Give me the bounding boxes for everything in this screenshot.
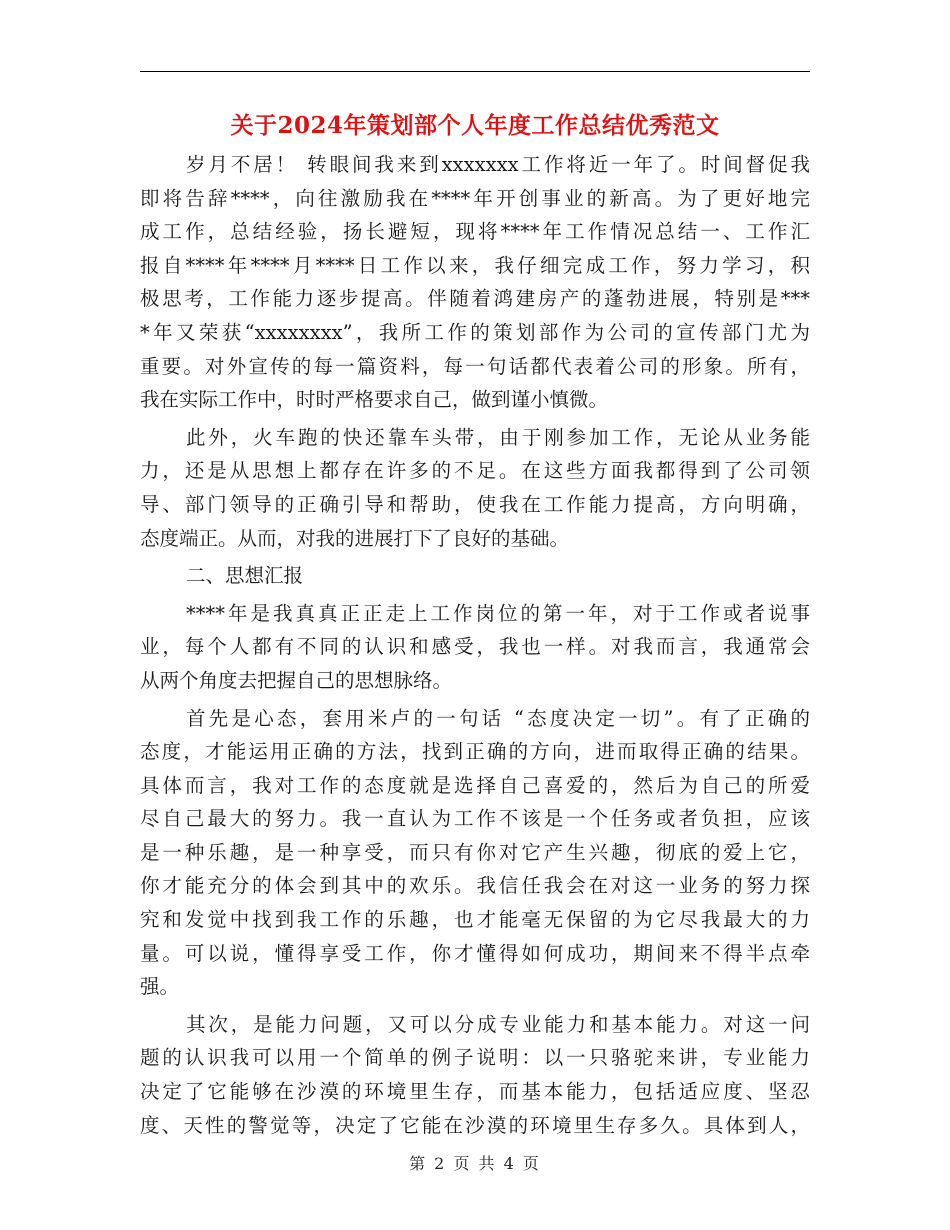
text-line: ****年是我真真正正走上工作岗位的第一年，对于工作或者说事 (186, 601, 810, 625)
text-line: 态度，才能运用正确的方法，找到正确的方向，进而取得正确的结果。 (140, 740, 810, 764)
text-line: 即将告辞****，向往激励我在****年开创事业的新高。为了更好地完 (140, 186, 810, 210)
text-line: 业，每个人都有不同的认识和感受，我也一样。对我而言，我通常会 (140, 635, 810, 659)
page-number-footer: 第 2 页 共 4 页 (409, 1154, 541, 1173)
paragraph (140, 1008, 810, 1142)
text-line: 态度端正。从而，对我的进展打下了良好的基础。 (140, 526, 570, 550)
paragraph (140, 597, 810, 698)
text-line: 重要。对外宣传的每一篇资料，每一句话都代表着公司的形象。所有， (140, 354, 810, 378)
text-line: 极思考，工作能力逐步提高。伴随着鸿建房产的蓬勃进展，特别是*** (140, 287, 810, 311)
text-line: 从两个角度去把握自己的思想脉络。 (140, 668, 453, 692)
text-line: 成工作，总结经验，扬长避短，现将****年工作情况总结一、工作汇 (140, 220, 810, 244)
paragraph (140, 421, 810, 555)
header-rule (140, 71, 810, 72)
paragraph (140, 702, 810, 1004)
text-line: 尽自己最大的努力。我一直认为工作不该是一个任务或者负担，应该 (140, 807, 810, 831)
text-line: 力，还是从思想上都存在许多的不足。在这些方面我都得到了公司领 (140, 459, 810, 483)
paragraph (140, 148, 810, 417)
document-body (140, 148, 810, 1142)
text-line: 我在实际工作中，时时严格要求自己，做到谨小慎微。 (140, 388, 609, 412)
text-line: 你才能充分的体会到其中的欢乐。我信任我会在对这一业务的努力探 (140, 874, 810, 898)
text-line: 题的认识我可以用一个简单的例子说明：以一只骆驼来讲，专业能力 (140, 1046, 810, 1070)
text-line: 强。 (140, 975, 180, 999)
section-heading (140, 559, 810, 593)
text-line: 岁月不居！ 转眼间我来到xxxxxxx工作将近一年了。时间督促我 (186, 153, 810, 176)
text-line: 具体而言，我对工作的态度就是选择自己喜爱的，然后为自己的所爱 (140, 773, 810, 797)
text-line: 报自****年****月****日工作以来，我仔细完成工作，努力学习，积 (140, 253, 810, 277)
text-line: 其次，是能力问题，又可以分成专业能力和基本能力。对这一问 (186, 1012, 810, 1036)
text-line: 此外，火车跑的快还靠车头带，由于刚参加工作，无论从业务能 (186, 425, 810, 449)
text-line: 度、天性的警觉等，决定了它能在沙漠的环境里生存多久。具体到人， (140, 1113, 810, 1137)
text-line: 究和发觉中找到我工作的乐趣，也才能毫无保留的为它尽我最大的力 (140, 908, 810, 932)
document-title: 关于2024年策划部个人年度工作总结优秀范文 (230, 112, 720, 139)
text-line: 决定了它能够在沙漠的环境里生存，而基本能力，包括适应度、坚忍 (140, 1080, 810, 1104)
text-line: *年又荣获“xxxxxxxx”，我所工作的策划部作为公司的宣传部门尤为 (140, 320, 810, 344)
text-line: 首先是心态，套用米卢的一句话 “态度决定一切”。有了正确的 (186, 706, 810, 730)
text-line: 量。可以说，懂得享受工作，你才懂得如何成功，期间来不得半点牵 (140, 941, 810, 965)
text-line: 是一种乐趣，是一种享受，而只有你对它产生兴趣，彻底的爱上它， (140, 840, 810, 864)
text-line: 导、部门领导的正确引导和帮助，使我在工作能力提高，方向明确， (140, 492, 810, 516)
text-line: 二、思想汇报 (186, 564, 304, 588)
